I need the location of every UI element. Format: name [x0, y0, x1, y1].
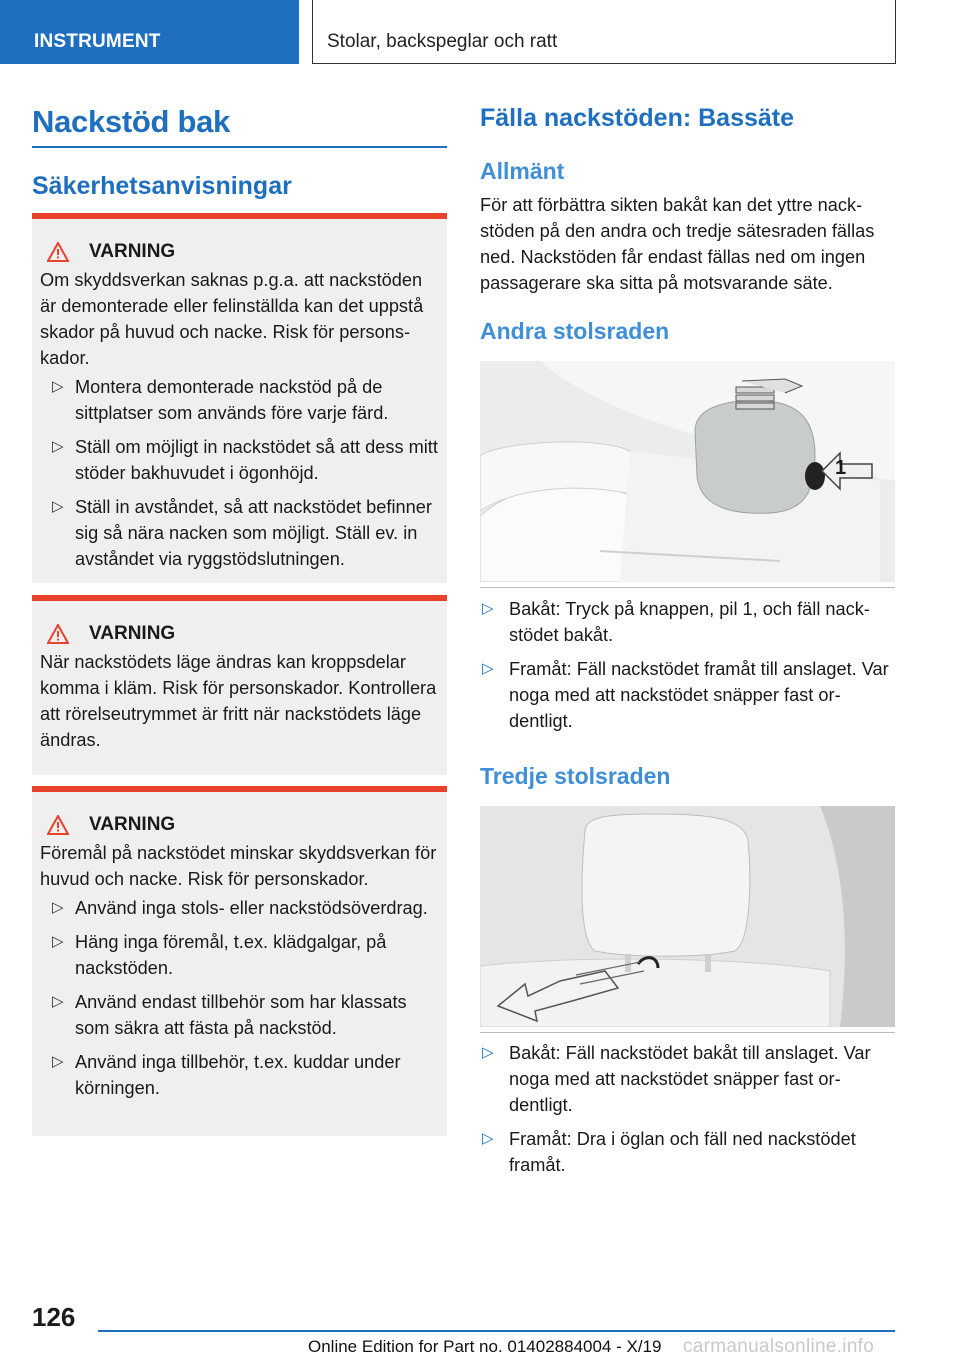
warning-list	[40, 374, 447, 572]
list-item-text: Bakåt: Tryck på knappen, pil 1, och fäll nackstödet bakåt.	[509, 599, 870, 645]
second-row-list	[480, 596, 895, 742]
list-item-text: Ställ om möjligt in nackstödet så att dess mitt stöder bakhuvudet i ögonhöjd.	[75, 437, 438, 483]
list-item	[480, 656, 895, 734]
list-item-text: Använd endast tillbehör som har klassats som säkra att fästa på nackstöd.	[75, 992, 407, 1038]
list-item-text: Använd inga tillbehör, t.ex. kuddar under körningen.	[75, 1052, 401, 1098]
warning-triangle-icon	[47, 624, 69, 644]
list-item	[40, 929, 447, 981]
list-divider	[480, 587, 895, 588]
chapter-title: Stolar, backspeglar och ratt	[312, 0, 896, 64]
list-item	[480, 596, 895, 648]
triangle-bullet-icon: ▷	[482, 600, 494, 617]
list-item-text: Häng inga föremål, t.ex. klädgalgar, på nackstöden.	[75, 932, 387, 978]
general-heading: Allmänt	[480, 158, 565, 184]
third-row-list	[480, 1040, 895, 1186]
list-item-text: Framåt: Fäll nackstödet framåt till anslaget. Var noga med att nackstödet snäpper fast ordentligt.	[509, 659, 889, 731]
list-item	[40, 434, 447, 486]
triangle-bullet-icon: ▷	[52, 899, 64, 916]
list-item	[40, 895, 447, 921]
triangle-bullet-icon: ▷	[52, 378, 64, 395]
list-item-text: Ställ in avståndet, så att nackstödet befinner sig så nära nacken som möjligt. Ställ ev. in avståndet via ryggstödslutningen.	[75, 497, 432, 569]
section-tab: INSTRUMENT	[0, 0, 299, 64]
list-item	[480, 1040, 895, 1118]
triangle-bullet-icon: ▷	[482, 1130, 494, 1147]
edition-text: Online Edition for Part no. 01402884004 - X/19	[308, 1337, 662, 1356]
list-item-text: Bakåt: Fäll nackstödet bakåt till anslaget. Var noga med att nackstödet snäpper fast ordentligt.	[509, 1043, 871, 1115]
general-text: För att förbättra sikten bakåt kan det yttre nackstöden på den andra och tredje sätesraden fällas ned. Nackstöden får endast fällas ned om ingen passagerare ska sitta på motsvarande säte.	[480, 195, 875, 293]
triangle-bullet-icon: ▷	[52, 498, 64, 515]
page-number: 126	[32, 1302, 76, 1332]
list-item	[40, 494, 447, 572]
list-divider	[480, 1032, 895, 1033]
triangle-bullet-icon: ▷	[52, 933, 64, 950]
watermark: carmanualsonline.info	[683, 1336, 875, 1357]
warning-triangle-icon	[47, 815, 69, 835]
warning-triangle-icon	[47, 242, 69, 262]
warning-header	[40, 812, 447, 838]
warning-label: VARNING	[89, 623, 176, 644]
footer-divider	[98, 1330, 895, 1332]
warning-box-3	[32, 786, 447, 1136]
headrest-third-row-image	[480, 806, 895, 1027]
headrest-second-row-image	[480, 361, 895, 582]
list-item	[480, 1126, 895, 1178]
list-item-text: Montera demonterade nackstöd på de sittplatser som används före varje färd.	[75, 377, 389, 423]
section-title: Fälla nackstöden: Bassäte	[480, 104, 795, 132]
triangle-bullet-icon: ▷	[482, 660, 494, 677]
second-row-illustration	[480, 361, 895, 582]
list-item	[40, 989, 447, 1041]
list-item	[40, 374, 447, 426]
warning-text: Föremål på nackstödet minskar skyddsverkan för huvud och nacke. Risk för personskador.	[40, 843, 437, 889]
triangle-bullet-icon: ▷	[482, 1044, 494, 1061]
list-item	[40, 1049, 447, 1101]
list-item-text: Använd inga stols- eller nackstödsöverdrag.	[75, 898, 428, 918]
title-divider	[32, 146, 447, 148]
page-title: Nackstöd bak	[32, 104, 230, 139]
list-item-text: Framåt: Dra i öglan och fäll ned nackstödet framåt.	[509, 1129, 856, 1175]
second-row-heading: Andra stolsraden	[480, 318, 670, 344]
triangle-bullet-icon: ▷	[52, 993, 64, 1010]
warning-label: VARNING	[89, 814, 176, 835]
triangle-bullet-icon: ▷	[52, 438, 64, 455]
warning-box-2	[32, 595, 447, 775]
third-row-heading: Tredje stolsraden	[480, 763, 671, 789]
warning-box-1	[32, 213, 447, 583]
third-row-illustration	[480, 806, 895, 1027]
warning-header	[40, 621, 447, 647]
safety-heading: Säkerhetsanvisningar	[32, 172, 292, 200]
warning-text: När nackstödets läge ändras kan kroppsdelar komma i kläm. Risk för personskador. Kontrollera att rörelseutrymmet är fritt när nackstödets läge ändras.	[40, 652, 437, 750]
warning-text: Om skyddsverkan saknas p.g.a. att nackstöden är demonterade eller felinställda kan det uppstå skador på huvud och nacke. Risk för personskador.	[40, 270, 424, 368]
warning-list	[40, 895, 447, 1101]
arrow-label: 1	[835, 457, 847, 479]
triangle-bullet-icon: ▷	[52, 1053, 64, 1070]
warning-label: VARNING	[89, 241, 176, 262]
warning-header	[40, 239, 447, 265]
